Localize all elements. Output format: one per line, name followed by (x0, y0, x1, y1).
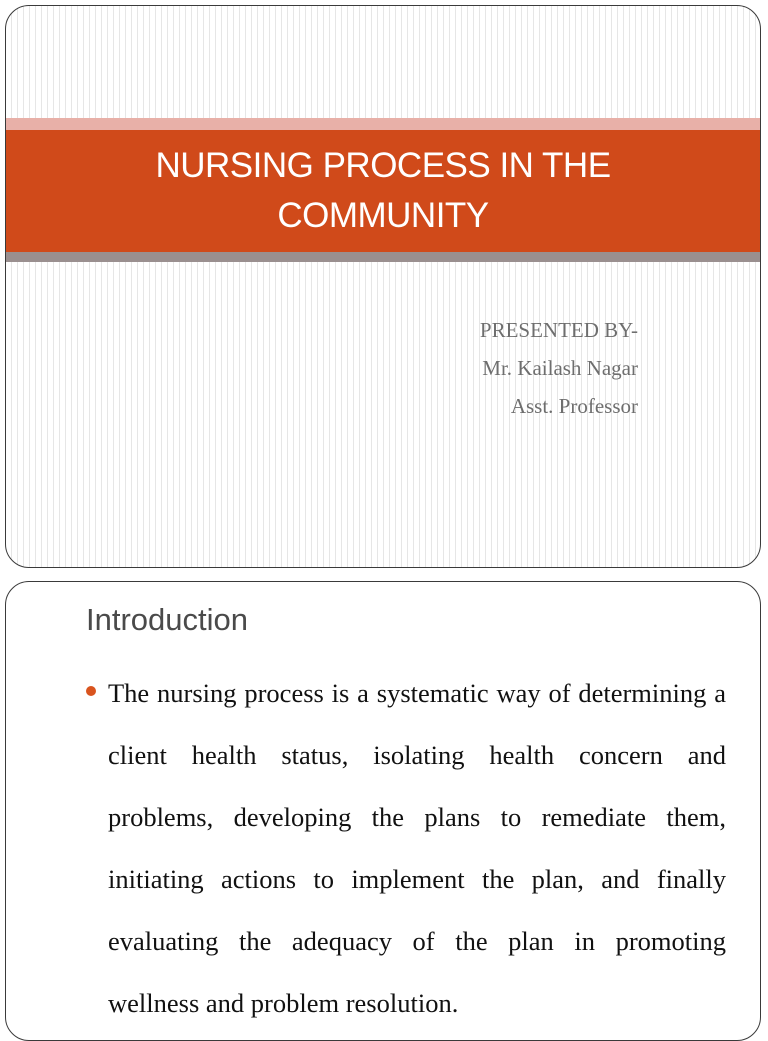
presenter-role: Asst. Professor (510, 394, 638, 418)
bullet-text: The nursing process is a systematic way of determining a client health status, isolating health concern and problems, developing the plans to remediate them, initiating actions to implement the plan, and finally evaluating the adequacy of the plan in promoting wellness and problem resolution. (108, 678, 726, 1018)
presenter-name: Mr. Kailash Nagar (482, 356, 638, 380)
title-slide (5, 5, 761, 568)
slide-title-line-2: COMMUNITY (277, 196, 489, 235)
title-band-bottom-stripe (6, 252, 760, 262)
slide-heading: Introduction (86, 602, 248, 637)
slide-title-line-1: NURSING PROCESS IN THE (155, 146, 611, 185)
presented-by-label: PRESENTED BY- (479, 318, 638, 342)
slide-title (103, 141, 663, 241)
introduction-slide (5, 581, 761, 1041)
bullet-dot-icon (86, 686, 96, 696)
title-band-top-stripe (6, 118, 760, 130)
title-band (6, 130, 760, 252)
bullet-item (86, 662, 726, 1034)
presenter-block (480, 311, 638, 425)
